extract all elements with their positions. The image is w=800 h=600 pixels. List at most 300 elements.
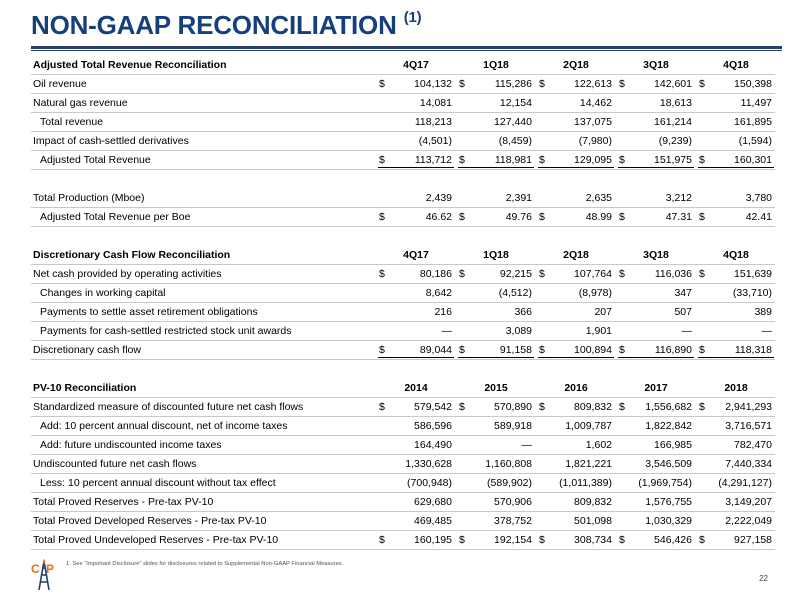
dollar-sign: $ — [379, 401, 385, 413]
cell-value: 118,981 — [494, 154, 532, 166]
table-cell — [698, 493, 774, 512]
row-label: Total Proved Undeveloped Reserves - Pre-tax PV-10 — [33, 534, 279, 546]
cell-value: (1,011,389) — [559, 477, 612, 489]
table-cell — [538, 303, 614, 322]
table-row — [31, 436, 775, 455]
cell-value: 1,160,808 — [485, 458, 532, 470]
table-cell — [378, 94, 454, 113]
cell-value: 160,195 — [414, 534, 452, 546]
cell-value: 80,186 — [419, 268, 452, 280]
table-cell — [538, 436, 614, 455]
dollar-sign: $ — [539, 401, 545, 413]
table-cell — [458, 398, 534, 417]
cell-value: (33,710) — [732, 287, 772, 299]
table-cell — [538, 341, 614, 360]
table-cell — [378, 474, 454, 493]
column-header-label: 2Q18 — [563, 59, 589, 71]
dollar-sign: $ — [459, 211, 465, 223]
table-cell — [698, 265, 774, 284]
table-cell — [538, 94, 614, 113]
table-cell — [618, 132, 694, 151]
cell-value: 118,213 — [414, 116, 452, 128]
cell-value: 116,890 — [654, 344, 692, 356]
column-header-label: 3Q18 — [643, 59, 669, 71]
cell-value: 1,901 — [585, 325, 612, 337]
column-header-label: 2018 — [724, 382, 748, 394]
table-row — [31, 303, 775, 322]
dollar-sign: $ — [539, 534, 545, 546]
table-cell — [378, 436, 454, 455]
cell-value: 46.62 — [425, 211, 452, 223]
table-cell — [698, 151, 774, 170]
table-row — [31, 474, 775, 493]
cell-value: 570,890 — [494, 401, 532, 413]
cell-value: 378,752 — [494, 515, 532, 527]
cell-value: — — [761, 325, 772, 337]
cell-value: 216 — [434, 306, 452, 318]
table-cell — [378, 398, 454, 417]
cell-value: 104,132 — [414, 78, 452, 90]
dollar-sign: $ — [459, 154, 465, 166]
column-header-label: 1Q18 — [483, 59, 509, 71]
table-cell — [378, 208, 454, 227]
table-row — [31, 265, 775, 284]
cell-value: 122,613 — [574, 78, 612, 90]
table-cell — [698, 531, 774, 550]
table-cell — [698, 75, 774, 94]
cell-value: 164,490 — [414, 439, 452, 451]
table-cell — [538, 113, 614, 132]
table-cell — [698, 417, 774, 436]
dollar-sign: $ — [619, 78, 625, 90]
table-cell — [458, 322, 534, 341]
cell-value: 89,044 — [419, 344, 452, 356]
table-cell — [538, 227, 614, 246]
table-cell — [458, 151, 534, 170]
cell-value: 161,214 — [654, 116, 692, 128]
table-cell — [378, 284, 454, 303]
table-cell — [618, 265, 694, 284]
column-header — [538, 56, 614, 75]
cell-value: 107,764 — [574, 268, 612, 280]
cell-value: 2,391 — [505, 192, 532, 204]
section-header-label: PV-10 Reconciliation — [33, 382, 137, 394]
column-header-label: 2017 — [644, 382, 668, 394]
table-cell — [538, 417, 614, 436]
column-header-label: 1Q18 — [483, 249, 509, 261]
table-cell — [458, 132, 534, 151]
cell-value: 100,894 — [574, 344, 612, 356]
column-header — [378, 379, 454, 398]
dollar-sign: $ — [699, 154, 705, 166]
page-number: 22 — [759, 574, 768, 583]
table-cell — [698, 94, 774, 113]
cell-value: 3,780 — [745, 192, 772, 204]
table-cell — [618, 493, 694, 512]
column-header — [618, 379, 694, 398]
table-cell — [698, 189, 774, 208]
table-cell — [458, 94, 534, 113]
cell-value: 8,642 — [425, 287, 452, 299]
cell-value: 91,158 — [499, 344, 532, 356]
title-footnote-marker: (1) — [403, 9, 422, 26]
table-cell — [458, 493, 534, 512]
dollar-sign: $ — [539, 268, 545, 280]
table-cell — [378, 227, 454, 246]
table-row — [31, 94, 775, 113]
cell-value: 1,576,755 — [645, 496, 692, 508]
dollar-sign: $ — [539, 211, 545, 223]
table-cell — [378, 189, 454, 208]
dollar-sign: $ — [699, 268, 705, 280]
table-cell — [618, 417, 694, 436]
column-header — [458, 246, 534, 265]
cell-value: (4,512) — [498, 287, 532, 299]
cell-value: 1,009,787 — [565, 420, 612, 432]
dollar-sign: $ — [699, 344, 705, 356]
table-cell — [618, 360, 694, 379]
cell-value: 366 — [514, 306, 532, 318]
table-cell — [618, 531, 694, 550]
table-cell — [618, 436, 694, 455]
cell-value: 809,832 — [574, 401, 612, 413]
cell-value: 1,821,221 — [565, 458, 612, 470]
column-header-label: 3Q18 — [643, 249, 669, 261]
dollar-sign: $ — [699, 211, 705, 223]
row-label: Standardized measure of discounted future net cash flows — [33, 401, 304, 413]
cell-value: 1,556,682 — [645, 401, 692, 413]
cell-value: 113,712 — [414, 154, 452, 166]
table-row — [31, 493, 775, 512]
table-cell — [538, 189, 614, 208]
table-cell — [618, 455, 694, 474]
table-cell — [378, 322, 454, 341]
table-cell — [378, 360, 454, 379]
dollar-sign: $ — [459, 401, 465, 413]
column-header — [378, 246, 454, 265]
table-cell — [378, 455, 454, 474]
company-logo — [31, 558, 57, 592]
table-cell — [698, 474, 774, 493]
cell-value: — — [521, 439, 532, 451]
dollar-sign: $ — [619, 268, 625, 280]
row-label: Discretionary cash flow — [33, 344, 141, 356]
table-cell — [378, 493, 454, 512]
cell-value: 809,832 — [574, 496, 612, 508]
title-rule-thin — [31, 50, 782, 51]
table-cell — [458, 170, 534, 189]
cell-value: 2,941,293 — [725, 401, 772, 413]
table-cell — [698, 284, 774, 303]
row-label: Natural gas revenue — [33, 97, 128, 109]
table-row — [31, 132, 775, 151]
cell-value: 11,497 — [740, 97, 772, 109]
row-label: Changes in working capital — [40, 287, 166, 299]
table-row — [31, 113, 775, 132]
cell-value: (8,459) — [498, 135, 532, 147]
cell-value: (8,978) — [578, 287, 612, 299]
cell-value: 14,462 — [579, 97, 612, 109]
dollar-sign: $ — [699, 534, 705, 546]
section-header-row — [31, 379, 775, 398]
dollar-sign: $ — [539, 154, 545, 166]
cell-value: 7,440,334 — [725, 458, 772, 470]
table-cell — [538, 493, 614, 512]
cell-value: 18,613 — [659, 97, 692, 109]
column-header — [698, 246, 774, 265]
table-cell — [538, 151, 614, 170]
cell-value: 3,546,509 — [645, 458, 692, 470]
column-header-label: 4Q17 — [403, 59, 429, 71]
table-cell — [698, 303, 774, 322]
table-cell — [698, 227, 774, 246]
cell-value: (4,291,127) — [718, 477, 772, 489]
table-cell — [458, 265, 534, 284]
cell-value: 3,089 — [505, 325, 532, 337]
cell-value: 782,470 — [734, 439, 772, 451]
cell-value: (7,980) — [578, 135, 612, 147]
table-cell — [618, 322, 694, 341]
dollar-sign: $ — [619, 401, 625, 413]
table-cell — [698, 208, 774, 227]
cell-value: 2,222,049 — [725, 515, 772, 527]
cell-value: 192,154 — [494, 534, 532, 546]
dollar-sign: $ — [379, 344, 385, 356]
table-cell — [538, 322, 614, 341]
table-cell — [698, 436, 774, 455]
cell-value: 546,426 — [654, 534, 692, 546]
table-cell — [538, 398, 614, 417]
table-cell — [618, 170, 694, 189]
column-header — [378, 56, 454, 75]
cell-value: 629,680 — [414, 496, 452, 508]
table-cell — [378, 113, 454, 132]
cell-value: 118,318 — [734, 344, 772, 356]
column-header — [458, 56, 534, 75]
dollar-sign: $ — [459, 78, 465, 90]
section-header-row — [31, 246, 775, 265]
table-cell — [378, 132, 454, 151]
table-cell — [378, 170, 454, 189]
cell-value: 586,596 — [414, 420, 452, 432]
cell-value: 48.99 — [585, 211, 612, 223]
title-rule — [31, 46, 782, 49]
row-label: Payments for cash-settled restricted stock unit awards — [40, 325, 292, 337]
row-label: Undiscounted future net cash flows — [33, 458, 197, 470]
section-header-row — [31, 56, 775, 75]
table-row — [31, 75, 775, 94]
table-cell — [698, 398, 774, 417]
table-cell — [538, 170, 614, 189]
column-header — [618, 246, 694, 265]
table-cell — [618, 208, 694, 227]
cell-value: 161,895 — [734, 116, 772, 128]
table-row — [31, 398, 775, 417]
table-cell — [458, 227, 534, 246]
table-cell — [618, 398, 694, 417]
row-label: Total Production (Mboe) — [33, 192, 145, 204]
cell-value: 579,542 — [414, 401, 452, 413]
table-cell — [378, 417, 454, 436]
table-row — [31, 512, 775, 531]
cell-value: 469,485 — [414, 515, 452, 527]
table-cell — [458, 360, 534, 379]
table-cell — [538, 265, 614, 284]
column-header-label: 2Q18 — [563, 249, 589, 261]
table-cell — [618, 151, 694, 170]
row-label: Adjusted Total Revenue per Boe — [40, 211, 191, 223]
dollar-sign: $ — [379, 154, 385, 166]
table-cell — [378, 265, 454, 284]
table-row — [31, 531, 775, 550]
cell-value: (9,239) — [658, 135, 692, 147]
dollar-sign: $ — [379, 534, 385, 546]
dollar-sign: $ — [539, 344, 545, 356]
table-row — [31, 208, 775, 227]
table-cell — [698, 360, 774, 379]
cell-value: 1,602 — [585, 439, 612, 451]
cell-value: 49.76 — [505, 211, 532, 223]
table-row — [31, 417, 775, 436]
row-label: Adjusted Total Revenue — [40, 154, 151, 166]
cell-value: 115,286 — [494, 78, 532, 90]
cell-value: 47.31 — [665, 211, 692, 223]
table-cell — [538, 455, 614, 474]
cell-value: 3,716,571 — [725, 420, 772, 432]
cell-value: (1,969,754) — [638, 477, 692, 489]
row-label: Add: 10 percent annual discount, net of income taxes — [40, 420, 288, 432]
row-label: Total revenue — [40, 116, 104, 128]
table-cell — [378, 512, 454, 531]
table-cell — [618, 341, 694, 360]
table-cell — [458, 531, 534, 550]
cell-value: 92,215 — [499, 268, 532, 280]
table-cell — [618, 284, 694, 303]
table-cell — [698, 512, 774, 531]
cell-value: 501,098 — [574, 515, 612, 527]
table-cell — [458, 341, 534, 360]
dollar-sign: $ — [379, 211, 385, 223]
column-header-label: 2015 — [484, 382, 508, 394]
cell-value: 570,906 — [494, 496, 532, 508]
table-cell — [378, 303, 454, 322]
row-label: Add: future undiscounted income taxes — [40, 439, 222, 451]
cell-value: (4,501) — [418, 135, 452, 147]
cell-value: 150,398 — [734, 78, 772, 90]
section-header-label: Discretionary Cash Flow Reconciliation — [33, 249, 231, 261]
table-cell — [538, 512, 614, 531]
column-header — [618, 56, 694, 75]
cell-value: 347 — [674, 287, 692, 299]
logo-letter-c: C — [31, 562, 40, 576]
cell-value: 3,212 — [665, 192, 692, 204]
row-divider — [31, 549, 775, 550]
column-header — [698, 56, 774, 75]
table-cell — [378, 75, 454, 94]
table-cell — [458, 455, 534, 474]
row-label: Payments to settle asset retirement obligations — [40, 306, 258, 318]
cell-value: 151,639 — [734, 268, 772, 280]
cell-value: (700,948) — [407, 477, 452, 489]
table-cell — [698, 113, 774, 132]
row-label: Total Proved Developed Reserves - Pre-tax PV-10 — [33, 515, 267, 527]
table-cell — [458, 284, 534, 303]
table-cell — [538, 360, 614, 379]
page-title-text: NON-GAAP RECONCILIATION — [31, 10, 397, 40]
table-cell — [538, 208, 614, 227]
cell-value: 127,440 — [494, 116, 532, 128]
dollar-sign: $ — [539, 78, 545, 90]
table-cell — [458, 303, 534, 322]
cell-value: 2,635 — [585, 192, 612, 204]
column-header — [538, 246, 614, 265]
table-cell — [618, 227, 694, 246]
cell-value: 1,330,628 — [405, 458, 452, 470]
table-row — [31, 170, 775, 189]
dollar-sign: $ — [459, 534, 465, 546]
table-cell — [618, 474, 694, 493]
column-header-label: 4Q17 — [403, 249, 429, 261]
table-cell — [378, 341, 454, 360]
cell-value: 1,030,329 — [645, 515, 692, 527]
cell-value: (589,902) — [487, 477, 532, 489]
reconciliation-table — [31, 56, 775, 550]
cell-value: (1,594) — [738, 135, 772, 147]
cell-value: 14,081 — [419, 97, 452, 109]
column-header-label: 4Q18 — [723, 249, 749, 261]
column-header-label: 4Q18 — [723, 59, 749, 71]
dollar-sign: $ — [379, 78, 385, 90]
column-header-label: 2016 — [564, 382, 588, 394]
page-title — [31, 10, 421, 41]
dollar-sign: $ — [459, 268, 465, 280]
table-cell — [458, 189, 534, 208]
section-header-label: Adjusted Total Revenue Reconciliation — [33, 59, 227, 71]
table-cell — [538, 531, 614, 550]
dollar-sign: $ — [459, 344, 465, 356]
table-cell — [698, 170, 774, 189]
cell-value: — — [681, 325, 692, 337]
cell-value: 116,036 — [654, 268, 692, 280]
cell-value: 507 — [674, 306, 692, 318]
column-header-label: 2014 — [404, 382, 428, 394]
table-cell — [458, 75, 534, 94]
table-cell — [378, 151, 454, 170]
table-cell — [538, 474, 614, 493]
table-cell — [698, 341, 774, 360]
cell-value: 142,601 — [654, 78, 692, 90]
table-row — [31, 341, 775, 360]
row-label: Less: 10 percent annual discount without tax effect — [40, 477, 276, 489]
table-row — [31, 455, 775, 474]
dollar-sign: $ — [699, 401, 705, 413]
cell-value: 151,975 — [654, 154, 692, 166]
dollar-sign: $ — [619, 344, 625, 356]
table-cell — [458, 417, 534, 436]
table-cell — [698, 455, 774, 474]
table-row — [31, 284, 775, 303]
cell-value: 160,301 — [734, 154, 772, 166]
footnote: 1. See “Important Disclosure” slides for disclosures related to Supplemental Non-GAAP Financial Measures. — [66, 561, 344, 567]
table-row — [31, 360, 775, 379]
table-cell — [618, 94, 694, 113]
dollar-sign: $ — [699, 78, 705, 90]
table-cell — [618, 75, 694, 94]
dollar-sign: $ — [619, 211, 625, 223]
cell-value: 389 — [754, 306, 772, 318]
table-cell — [618, 303, 694, 322]
table-cell — [458, 208, 534, 227]
